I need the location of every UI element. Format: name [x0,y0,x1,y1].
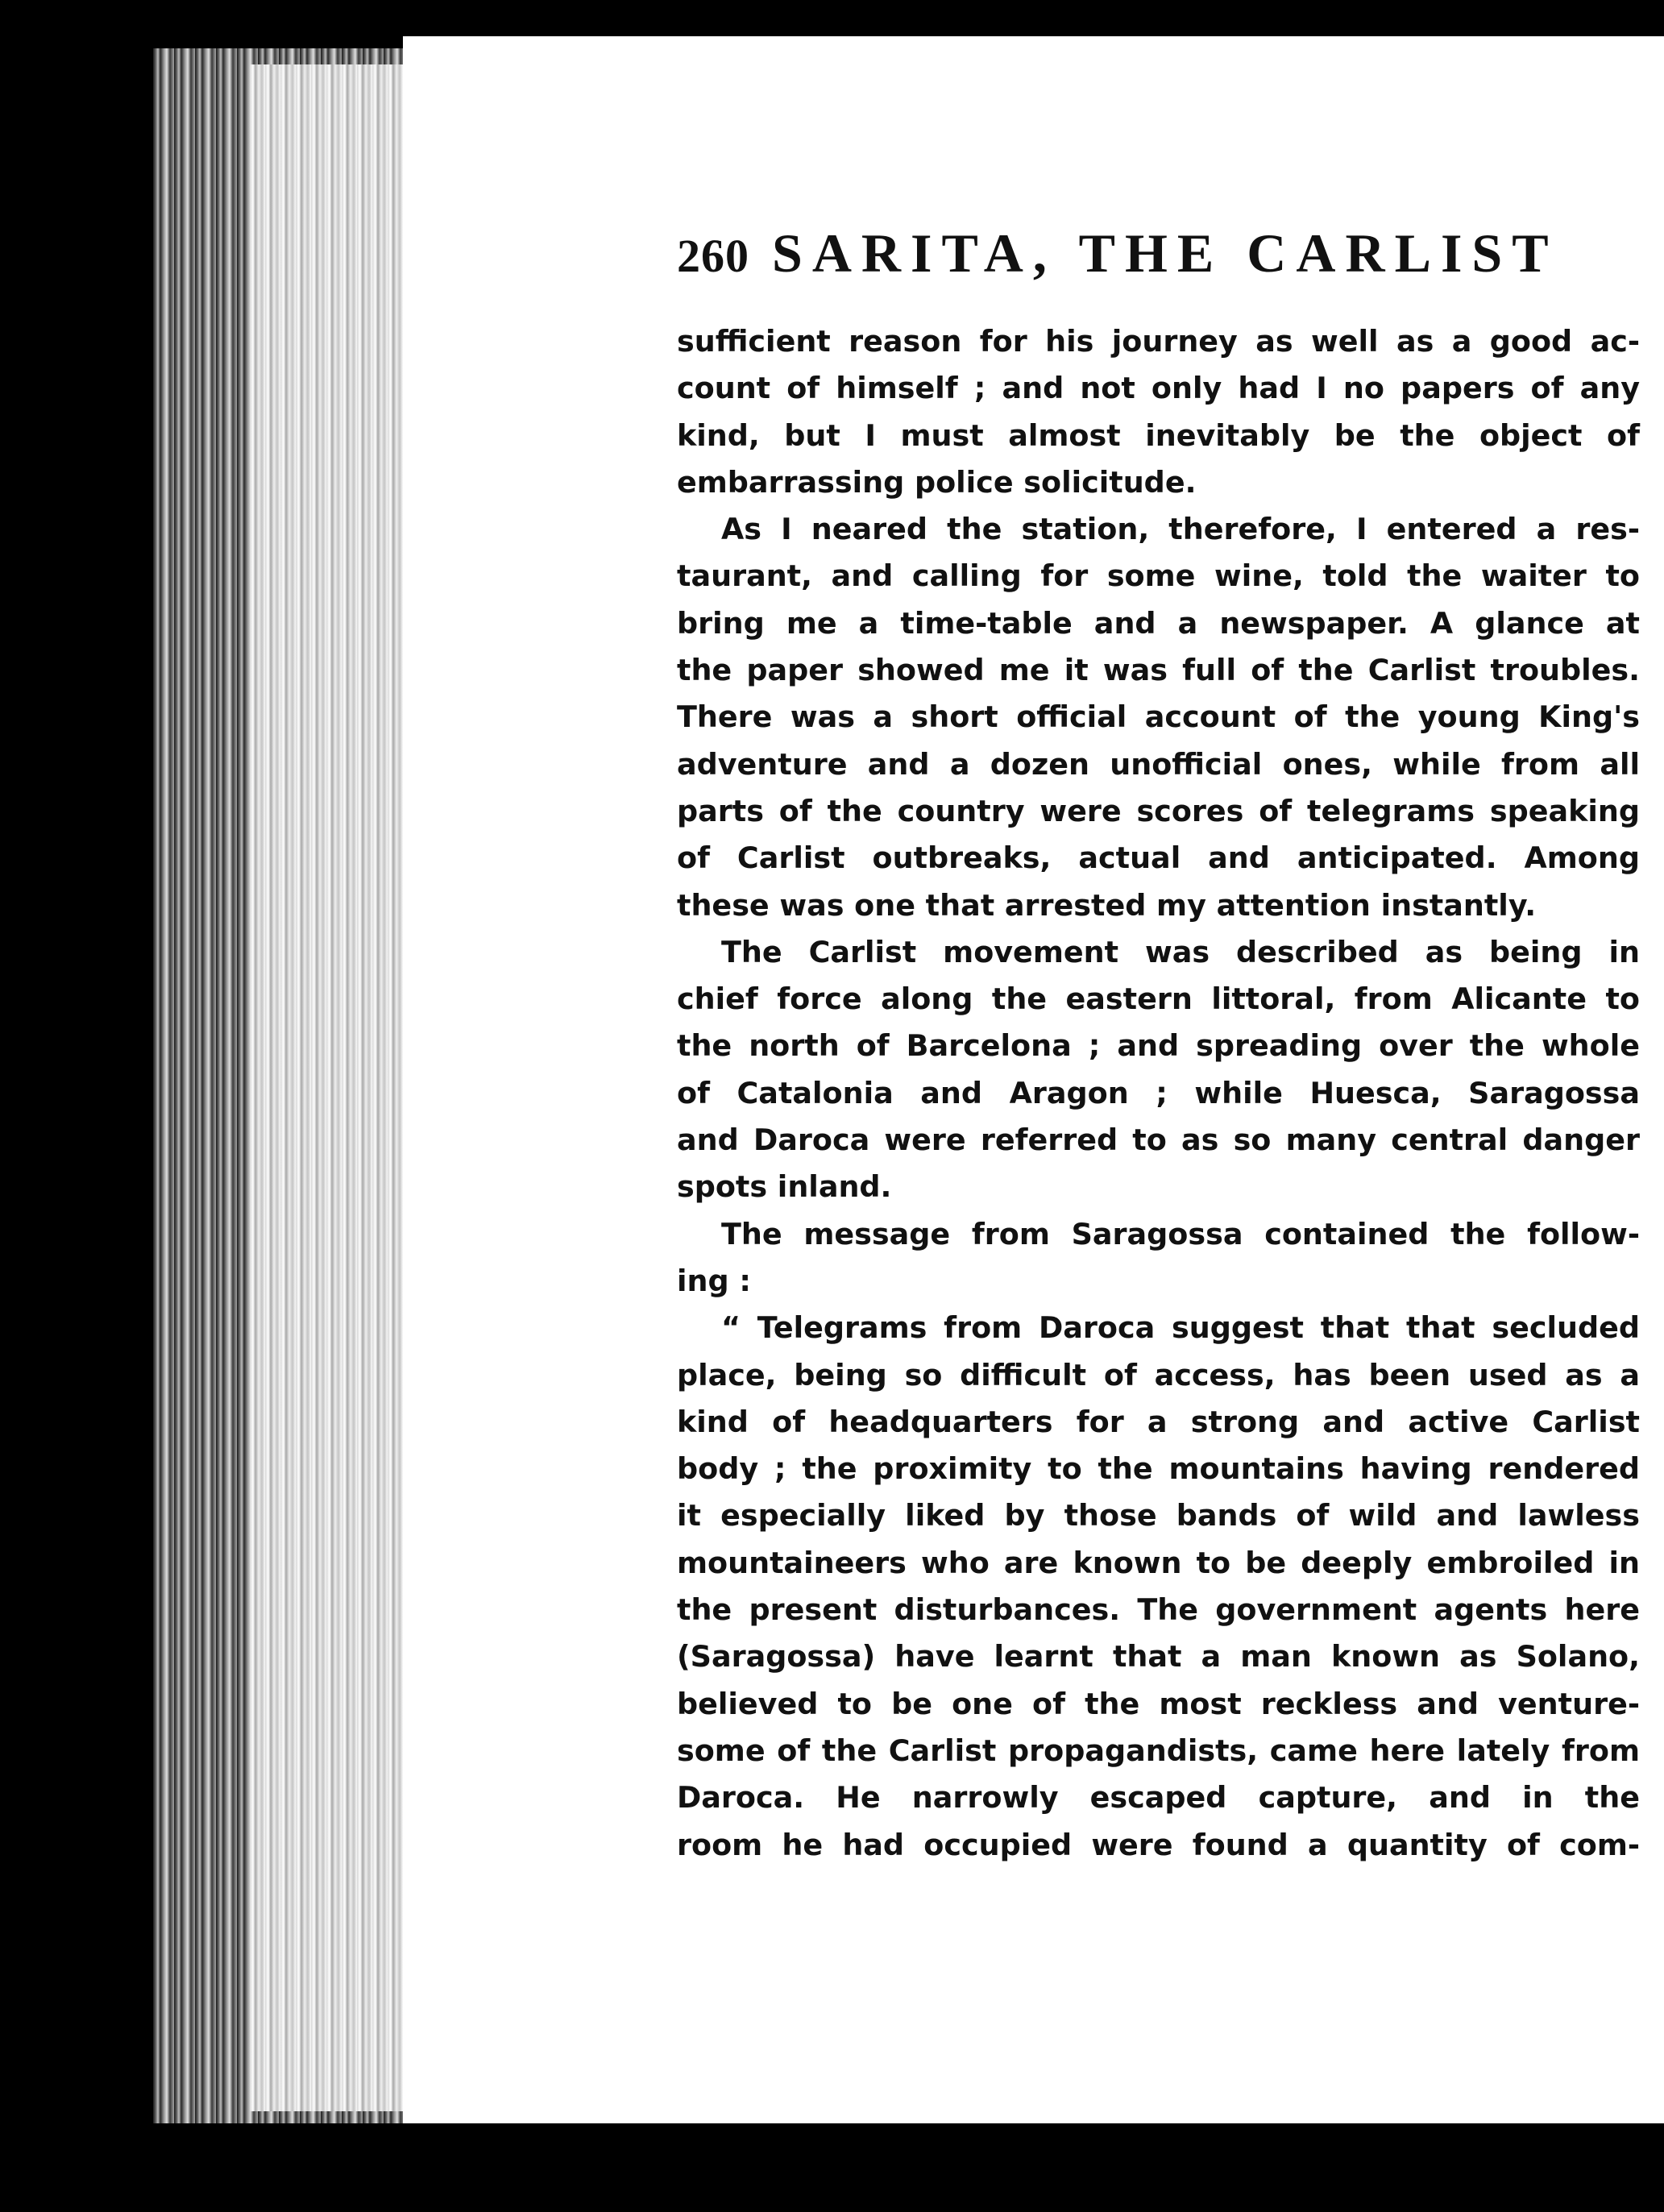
text-line: chief force along the eastern littoral, from Alicante to [677,981,1640,1017]
text-line: Daroca. He narrowly escaped capture, and in the [677,1780,1640,1816]
text-line: sufficient reason for his journey as well as a good ac- [677,324,1640,359]
text-line: The message from Saragossa contained the follow- [721,1216,1640,1251]
text-line: There was a short official account of the young King's [677,699,1640,735]
text-line: the present disturbances. The government agents here [677,1592,1640,1628]
text-line: spots inland. [677,1169,892,1205]
text-line: room he had occupied were found a quantity of com- [677,1827,1640,1862]
text-line: The Carlist movement was described as being in [721,934,1640,969]
text-line: believed to be one of the most reckless and venture- [677,1686,1640,1721]
text-line: count of himself ; and not only had I no papers of any [677,371,1640,406]
text-line: of Carlist outbreaks, actual and anticipated. Among [677,840,1640,876]
text-line: “ Telegrams from Daroca suggest that that secluded [721,1310,1640,1346]
text-line: mountaineers who are known to be deeply embroiled in [677,1545,1640,1580]
text-line: body ; the proximity to the mountains having rendered [677,1451,1640,1487]
text-line: parts of the country were scores of telegrams speaking [677,793,1640,828]
text-line: place, being so difficult of access, has been used as a [677,1357,1640,1392]
text-line: taurant, and calling for some wine, told the waiter to [677,558,1640,594]
text-line: adventure and a dozen unofficial ones, while from all [677,746,1640,782]
text-line: As I neared the station, therefore, I entered a res- [721,512,1640,547]
page-header [677,222,1628,302]
text-line: ing : [677,1263,751,1298]
text-line: it especially liked by those bands of wild and lawless [677,1498,1640,1533]
text-line: the north of Barcelona ; and spreading over the whole [677,1028,1640,1064]
text-line: some of the Carlist propagandists, came here lately from [677,1733,1640,1768]
text-line: (Saragossa) have learnt that a man known as Solano, [677,1639,1640,1675]
page-number: 260 [677,230,749,282]
body-text [677,318,1640,1869]
text-line: the paper showed me it was full of the Carlist troubles. [677,653,1640,688]
page-stack [250,64,407,2111]
text-line: of Catalonia and Aragon ; while Huesca, Saragossa [677,1075,1640,1110]
text-line: and Daroca were referred to as so many central danger [677,1123,1640,1158]
running-head: SARITA, THE CARLIST [772,222,1558,284]
text-line: these was one that arrested my attention instantly. [677,887,1537,923]
text-line: kind, but I must almost inevitably be the object of [677,417,1640,453]
text-line: kind of headquarters for a strong and active Carlist [677,1404,1640,1439]
text-line: embarrassing police solicitude. [677,464,1197,500]
text-line: bring me a time-table and a newspaper. A glance at [677,605,1640,641]
